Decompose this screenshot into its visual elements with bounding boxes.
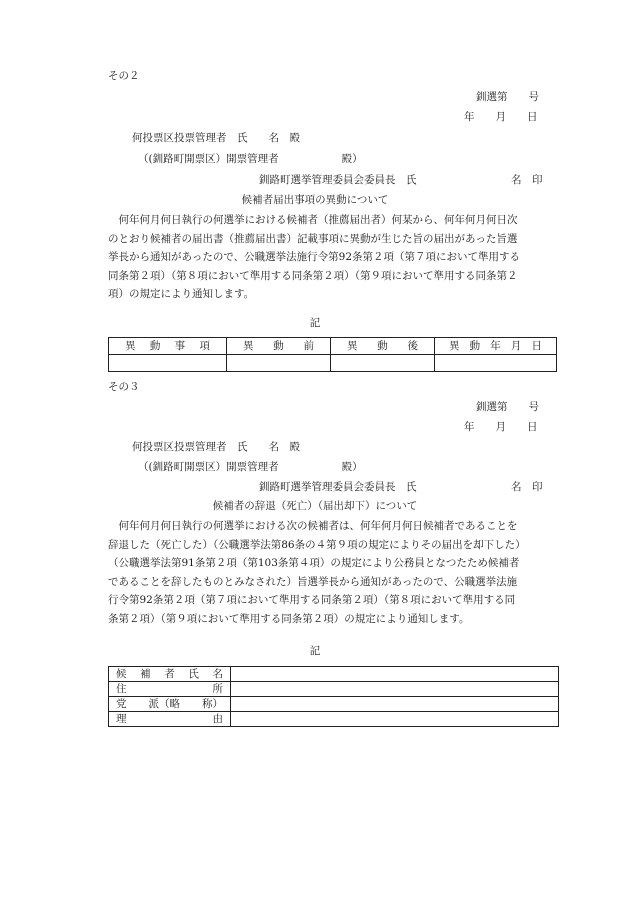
section3-addressee-polling: 何投票区投票管理者 氏 名 殿: [132, 441, 300, 453]
header-change-item: 異 動 事 項: [109, 338, 227, 355]
section2-addressee-polling: 何投票区投票管理者 氏 名 殿: [132, 132, 300, 144]
value-party: [231, 697, 559, 712]
section2-body: [108, 211, 558, 304]
section3-addressee-counting: （(釧路町開票区）開票管理者 殿）: [138, 461, 363, 473]
table-row: [109, 712, 559, 727]
header-before: 異 動 前: [227, 338, 331, 355]
label-reason: 理 由: [109, 712, 231, 727]
section3-body: [108, 517, 558, 628]
body-line: 辞退した（死亡した）（公職選挙法第86条の４第９項の規定によりその届出を却下した）: [108, 538, 526, 551]
section2-doc-number: 釧選第 号: [476, 91, 539, 103]
section3-title: 候補者の辞退（死亡）（届出却下）について: [212, 500, 418, 512]
table-row: [109, 667, 559, 682]
value-candidate-name: [231, 667, 559, 682]
section2-ki: 記: [309, 317, 321, 329]
cell-change-item: [109, 355, 227, 372]
cell-before: [227, 355, 331, 372]
section3-date: 年 月 日: [464, 421, 538, 433]
label-address: 住 所: [109, 682, 231, 697]
section2-title: 候補者届出事項の異動について: [241, 194, 389, 206]
section3-seal: 名 印: [511, 481, 543, 493]
section2-sender: 釧路町選挙管理委員会委員長 氏: [259, 174, 417, 186]
section2-date: 年 月 日: [464, 111, 538, 123]
body-line: 何年何月何日執行の何選挙における次の候補者は、何年何月何日候補者であることを: [108, 520, 518, 532]
label-candidate-name: 候 補 者 氏 名: [109, 667, 231, 682]
section3-sender: 釧路町選挙管理委員会委員長 氏: [259, 481, 417, 493]
section3-ki: 記: [309, 645, 321, 657]
body-line: 条第２項）（第９項において準用する同条第２項）の規定により通知します。: [108, 612, 470, 625]
value-reason: [231, 712, 559, 727]
section3-doc-number: 釧選第 号: [476, 401, 539, 413]
value-address: [231, 682, 559, 697]
table-row: [109, 355, 557, 372]
header-change-date: 異 動 年 月 日: [435, 338, 557, 355]
table-row: [109, 682, 559, 697]
section2-addressee-counting: （(釧路町開票区）開票管理者 殿）: [138, 153, 363, 165]
body-line: 項）の規定により通知します。: [108, 288, 255, 300]
change-table: [108, 337, 557, 372]
cell-change-date: [435, 355, 557, 372]
body-line: 同条第２項）（第８項において準用する同条第２項）（第９項において準用する同条第２: [108, 269, 518, 282]
section2-seal: 名 印: [511, 174, 543, 186]
body-line: 何年何月何日執行の何選挙における候補者（推薦届出者）何某から、何年何月何日次: [108, 214, 518, 226]
body-line: 挙長から通知があったので、公職選挙法施行令第92条第２項（第７項において準用する: [108, 251, 521, 263]
header-after: 異 動 後: [331, 338, 435, 355]
table-row: [109, 697, 559, 712]
cell-after: [331, 355, 435, 372]
body-line: のとおり候補者の届出書（推薦届出書）記載事項に異動が生じた旨の届出があった旨選: [108, 232, 518, 245]
body-line: 行令第92条第２項（第７項において準用する同条第２項）（第８項において準用する同: [108, 594, 516, 606]
section2-heading: その２: [108, 70, 140, 82]
candidate-table: [108, 666, 559, 727]
body-line: であることを辞したものとみなされた）旨選挙長から通知があったので、公職選挙法施: [108, 575, 518, 588]
body-line: （公職選挙法第91条第２項（第103条第４項）の規定により公務員となつたため候補者: [108, 557, 520, 569]
section3-heading: その３: [108, 381, 140, 393]
label-party: 党 派（略 称）: [109, 697, 231, 712]
table-header-row: [109, 338, 557, 355]
